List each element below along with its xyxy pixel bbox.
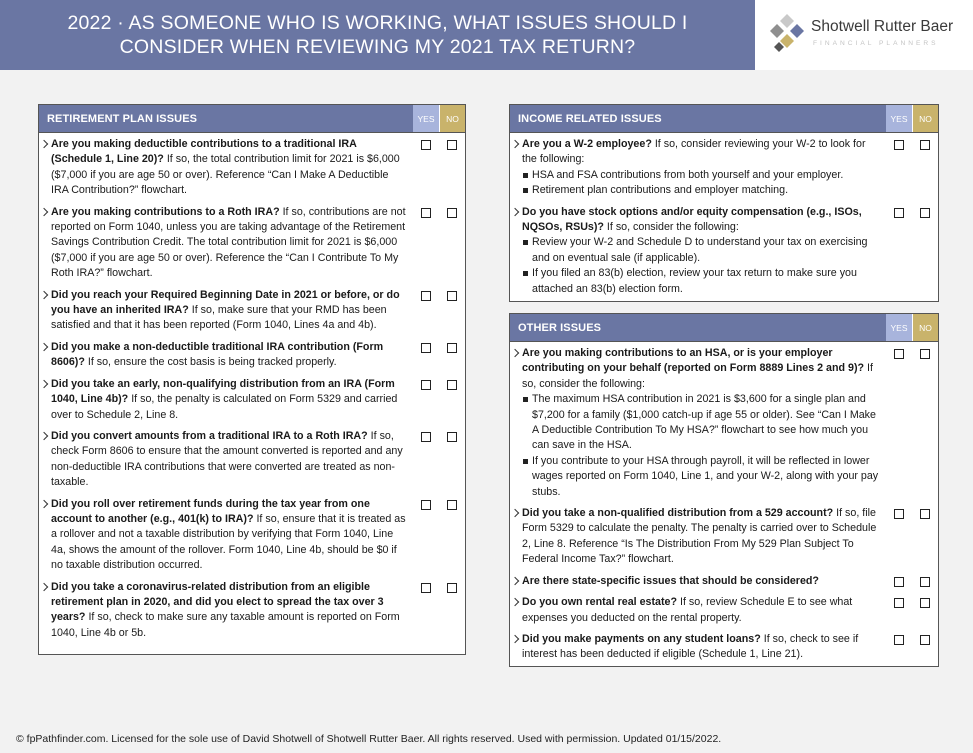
logo-name: Shotwell Rutter Baer <box>811 18 954 35</box>
bullet-item: Retirement plan contributions and employer matching. <box>522 183 880 198</box>
no-checkbox[interactable] <box>920 509 930 519</box>
checklist-row <box>39 284 465 336</box>
question-detail: If so, contributions are not reported on Form 1040, unless you are taking advantage of the Retirement Savings Contribution Credit. The total contribution limit for 2021 is $6,000 ($7,000 if you are age 50 or over). Reference the “Can I Contribute To My Roth IRA?” flowchart. <box>51 205 406 280</box>
question-text <box>510 628 886 665</box>
no-checkbox[interactable] <box>920 577 930 587</box>
checklist-row <box>510 570 938 591</box>
yes-checkbox[interactable] <box>894 598 904 608</box>
no-checkbox[interactable] <box>447 343 457 353</box>
question-bold: Do you have stock options and/or equity compensation (e.g., ISOs, NQSOs, RSUs)? <box>522 205 862 234</box>
other-issues-panel <box>509 313 939 667</box>
checklist-row <box>510 628 938 665</box>
question-text <box>39 336 413 373</box>
no-checkbox[interactable] <box>447 583 457 593</box>
question-detail: If so, the total contribution limit for 2021 is $6,000 ($7,000 if you are age 50 or over). Reference “Can I Make A Deductible IRA Contribution?” flowchart. <box>51 153 400 197</box>
answer-checkboxes <box>413 373 465 425</box>
answer-checkboxes <box>413 493 465 576</box>
yes-checkbox[interactable] <box>421 500 431 510</box>
question-bold: Did you take an early, non-qualifying distribution from an IRA (Form 1040, Line 4b)? <box>51 377 395 406</box>
answer-checkboxes <box>886 628 938 665</box>
no-checkbox[interactable] <box>920 140 930 150</box>
no-checkbox[interactable] <box>447 291 457 301</box>
question-bold: Do you own rental real estate? <box>522 596 678 609</box>
question-text <box>39 201 413 284</box>
page-title <box>28 11 728 59</box>
question-bold: Did you take a non-qualified distribution from a 529 account? <box>522 507 834 520</box>
question-detail: If so, check Form 8606 to ensure that the amount converted is reported and any non-deductible IRA contributions that were converted are treated as non-taxable. <box>51 429 403 489</box>
answer-checkboxes <box>886 342 938 502</box>
question-bold: Did you take a coronavirus-related distribution from an eligible retirement plan in 2020, and did you elect to spread the tax over 3 years? <box>51 580 384 624</box>
question-text <box>510 591 886 628</box>
question-detail: If so, consider the following: <box>603 221 739 234</box>
yes-checkbox[interactable] <box>894 577 904 587</box>
yes-checkbox[interactable] <box>421 343 431 353</box>
question-text <box>39 576 413 644</box>
answer-checkboxes <box>413 576 465 644</box>
answer-checkboxes <box>886 502 938 570</box>
no-checkbox[interactable] <box>920 598 930 608</box>
question-text <box>510 133 886 201</box>
question-bold: Are you making contributions to an HSA, or is your employer contributing on your behalf (reported on Form 8889 Lines 2 and 9)? <box>522 347 865 375</box>
answer-checkboxes <box>413 336 465 373</box>
question-detail: If so, consider the following: <box>522 362 873 390</box>
no-column-header: NO <box>439 105 465 132</box>
question-detail: If so, check to make sure any taxable amount is reported on Form 1040, Line 4b or 5b. <box>51 611 400 639</box>
logo-mark-icon <box>767 12 807 56</box>
page-header <box>0 0 755 70</box>
yes-checkbox[interactable] <box>421 291 431 301</box>
checklist-row <box>39 336 465 373</box>
no-checkbox[interactable] <box>447 500 457 510</box>
question-text <box>39 284 413 336</box>
yes-checkbox[interactable] <box>894 140 904 150</box>
checklist-row <box>39 133 465 201</box>
panel-title: RETIREMENT PLAN ISSUES <box>39 105 413 132</box>
checklist-row <box>510 591 938 628</box>
yes-checkbox[interactable] <box>421 140 431 150</box>
question-bold: Did you reach your Required Beginning Date in 2021 or before, or do you have an inherited IRA? <box>51 288 400 317</box>
question-detail: If so, ensure the cost basis is being tracked properly. <box>84 356 337 369</box>
yes-checkbox[interactable] <box>421 208 431 218</box>
no-checkbox[interactable] <box>920 349 930 359</box>
question-detail: If so, file Form 5329 to calculate the penalty. The penalty is carried over to Schedule 2, Line 8. Reference “Is The Distribution From My 529 Plan Subject To Federal Income Tax?” flowchart. <box>522 507 877 566</box>
yes-column-header: YES <box>886 105 912 132</box>
question-detail: If so, review Schedule E to see what expenses you deducted on the rental property. <box>522 596 853 624</box>
panel-header <box>39 105 465 133</box>
title-line-1: 2022 · AS SOMEONE WHO IS WORKING, WHAT ISSUES SHOULD I <box>67 12 688 34</box>
logo-subtitle: FINANCIAL PLANNERS <box>813 40 939 47</box>
yes-checkbox[interactable] <box>894 349 904 359</box>
panel-header <box>510 105 938 133</box>
bullet-item: If you filed an 83(b) election, review your tax return to make sure you attached an 83(b) election form. <box>522 266 880 297</box>
question-detail: If so, check to see if interest has been deducted if eligible (Schedule 1, Line 21). <box>522 632 859 661</box>
no-checkbox[interactable] <box>447 380 457 390</box>
checklist-row <box>39 201 465 284</box>
question-bold: Are you a W-2 employee? <box>522 138 652 150</box>
checklist-row <box>510 201 938 299</box>
bullet-item: Review your W-2 and Schedule D to understand your tax on exercising and on eventual sale (if applicable). <box>522 235 880 266</box>
retirement-plan-issues-panel <box>38 104 466 655</box>
answer-checkboxes <box>886 133 938 201</box>
question-bold: Did you make payments on any student loans? <box>522 632 761 645</box>
panel-header <box>510 314 938 342</box>
answer-checkboxes <box>886 570 938 591</box>
no-checkbox[interactable] <box>447 208 457 218</box>
no-checkbox[interactable] <box>447 140 457 150</box>
yes-checkbox[interactable] <box>421 583 431 593</box>
no-checkbox[interactable] <box>920 208 930 218</box>
checklist-row <box>510 342 938 502</box>
yes-checkbox[interactable] <box>894 635 904 645</box>
retirement-rows <box>39 133 465 643</box>
title-line-2: CONSIDER WHEN REVIEWING MY 2021 TAX RETURN? <box>119 36 636 58</box>
question-text <box>510 342 886 502</box>
yes-checkbox[interactable] <box>894 509 904 519</box>
other-rows <box>510 342 938 665</box>
income-rows <box>510 133 938 299</box>
yes-checkbox[interactable] <box>894 208 904 218</box>
question-detail: If so, the penalty is calculated on Form 5329 and carried over to Schedule 2, Line 8. <box>51 393 398 421</box>
question-text <box>510 502 886 570</box>
question-text <box>39 493 413 576</box>
checklist-row <box>39 373 465 425</box>
question-detail: If so, consider reviewing your W-2 to look for the following: <box>522 138 866 166</box>
question-text <box>39 133 413 201</box>
bullet-item: The maximum HSA contribution in 2021 is $3,600 for a single plan and $7,200 for a family ($1,000 catch-up if age 55 or older). See “Can I Make A Deductible Contribution To My HSA?” flowchart to see how much you can save in the HSA. <box>522 392 880 454</box>
bullet-item: HSA and FSA contributions from both yourself and your employer. <box>522 168 880 183</box>
answer-checkboxes <box>413 425 465 493</box>
panel-title: INCOME RELATED ISSUES <box>510 105 886 132</box>
question-bold: Did you roll over retirement funds during the tax year from one account to another (e.g., 401(k) to IRA)? <box>51 497 370 525</box>
question-text <box>510 201 886 299</box>
question-text <box>39 425 413 493</box>
question-text <box>510 570 886 591</box>
bullet-item: If you contribute to your HSA through payroll, it will be reflected in lower wages reported on Form 1040, Line 1, and your W-2, along with your pay stubs. <box>522 454 880 500</box>
checklist-row <box>39 576 465 644</box>
answer-checkboxes <box>413 284 465 336</box>
no-column-header: NO <box>912 314 938 341</box>
panel-title: OTHER ISSUES <box>510 314 886 341</box>
checklist-row <box>510 502 938 570</box>
question-bold: Are you making deductible contributions to a traditional IRA (Schedule 1, Line 20)? <box>51 138 357 166</box>
yes-column-header: YES <box>886 314 912 341</box>
yes-checkbox[interactable] <box>421 432 431 442</box>
question-detail: If so, ensure that it is treated as a rollover and not a taxable distribution by verifying that Form 1040, Line 4a, shows the amount of the rollover. Form 1040, Line 4b, should be $0 if no taxable distribution occurred. <box>51 512 406 572</box>
answer-checkboxes <box>413 133 465 201</box>
question-bold: Are there state-specific issues that should be considered? <box>522 574 819 587</box>
answer-checkboxes <box>886 591 938 628</box>
footer-copyright: © fpPathfinder.com. Licensed for the sole use of David Shotwell of Shotwell Rutter Baer. All rights reserved. Used with permission. Updated 01/15/2022. <box>16 733 722 745</box>
answer-checkboxes <box>413 201 465 284</box>
no-column-header: NO <box>912 105 938 132</box>
question-bold: Did you make a non-deductible traditional IRA contribution (Form 8606)? <box>51 340 384 369</box>
question-bold: Are you making contributions to a Roth IRA? <box>51 205 280 218</box>
question-detail: If so, make sure that your RMD has been satisfied and that it has been reported (Form 1040, Lines 4a and 4b). <box>51 304 387 332</box>
checklist-row <box>39 425 465 493</box>
no-checkbox[interactable] <box>447 432 457 442</box>
no-checkbox[interactable] <box>920 635 930 645</box>
checklist-row <box>39 493 465 576</box>
yes-checkbox[interactable] <box>421 380 431 390</box>
question-text <box>39 373 413 425</box>
income-related-issues-panel <box>509 104 939 302</box>
answer-checkboxes <box>886 201 938 299</box>
question-bold: Did you convert amounts from a traditional IRA to a Roth IRA? <box>51 429 368 442</box>
company-logo <box>755 0 973 70</box>
yes-column-header: YES <box>413 105 439 132</box>
checklist-row <box>510 133 938 201</box>
